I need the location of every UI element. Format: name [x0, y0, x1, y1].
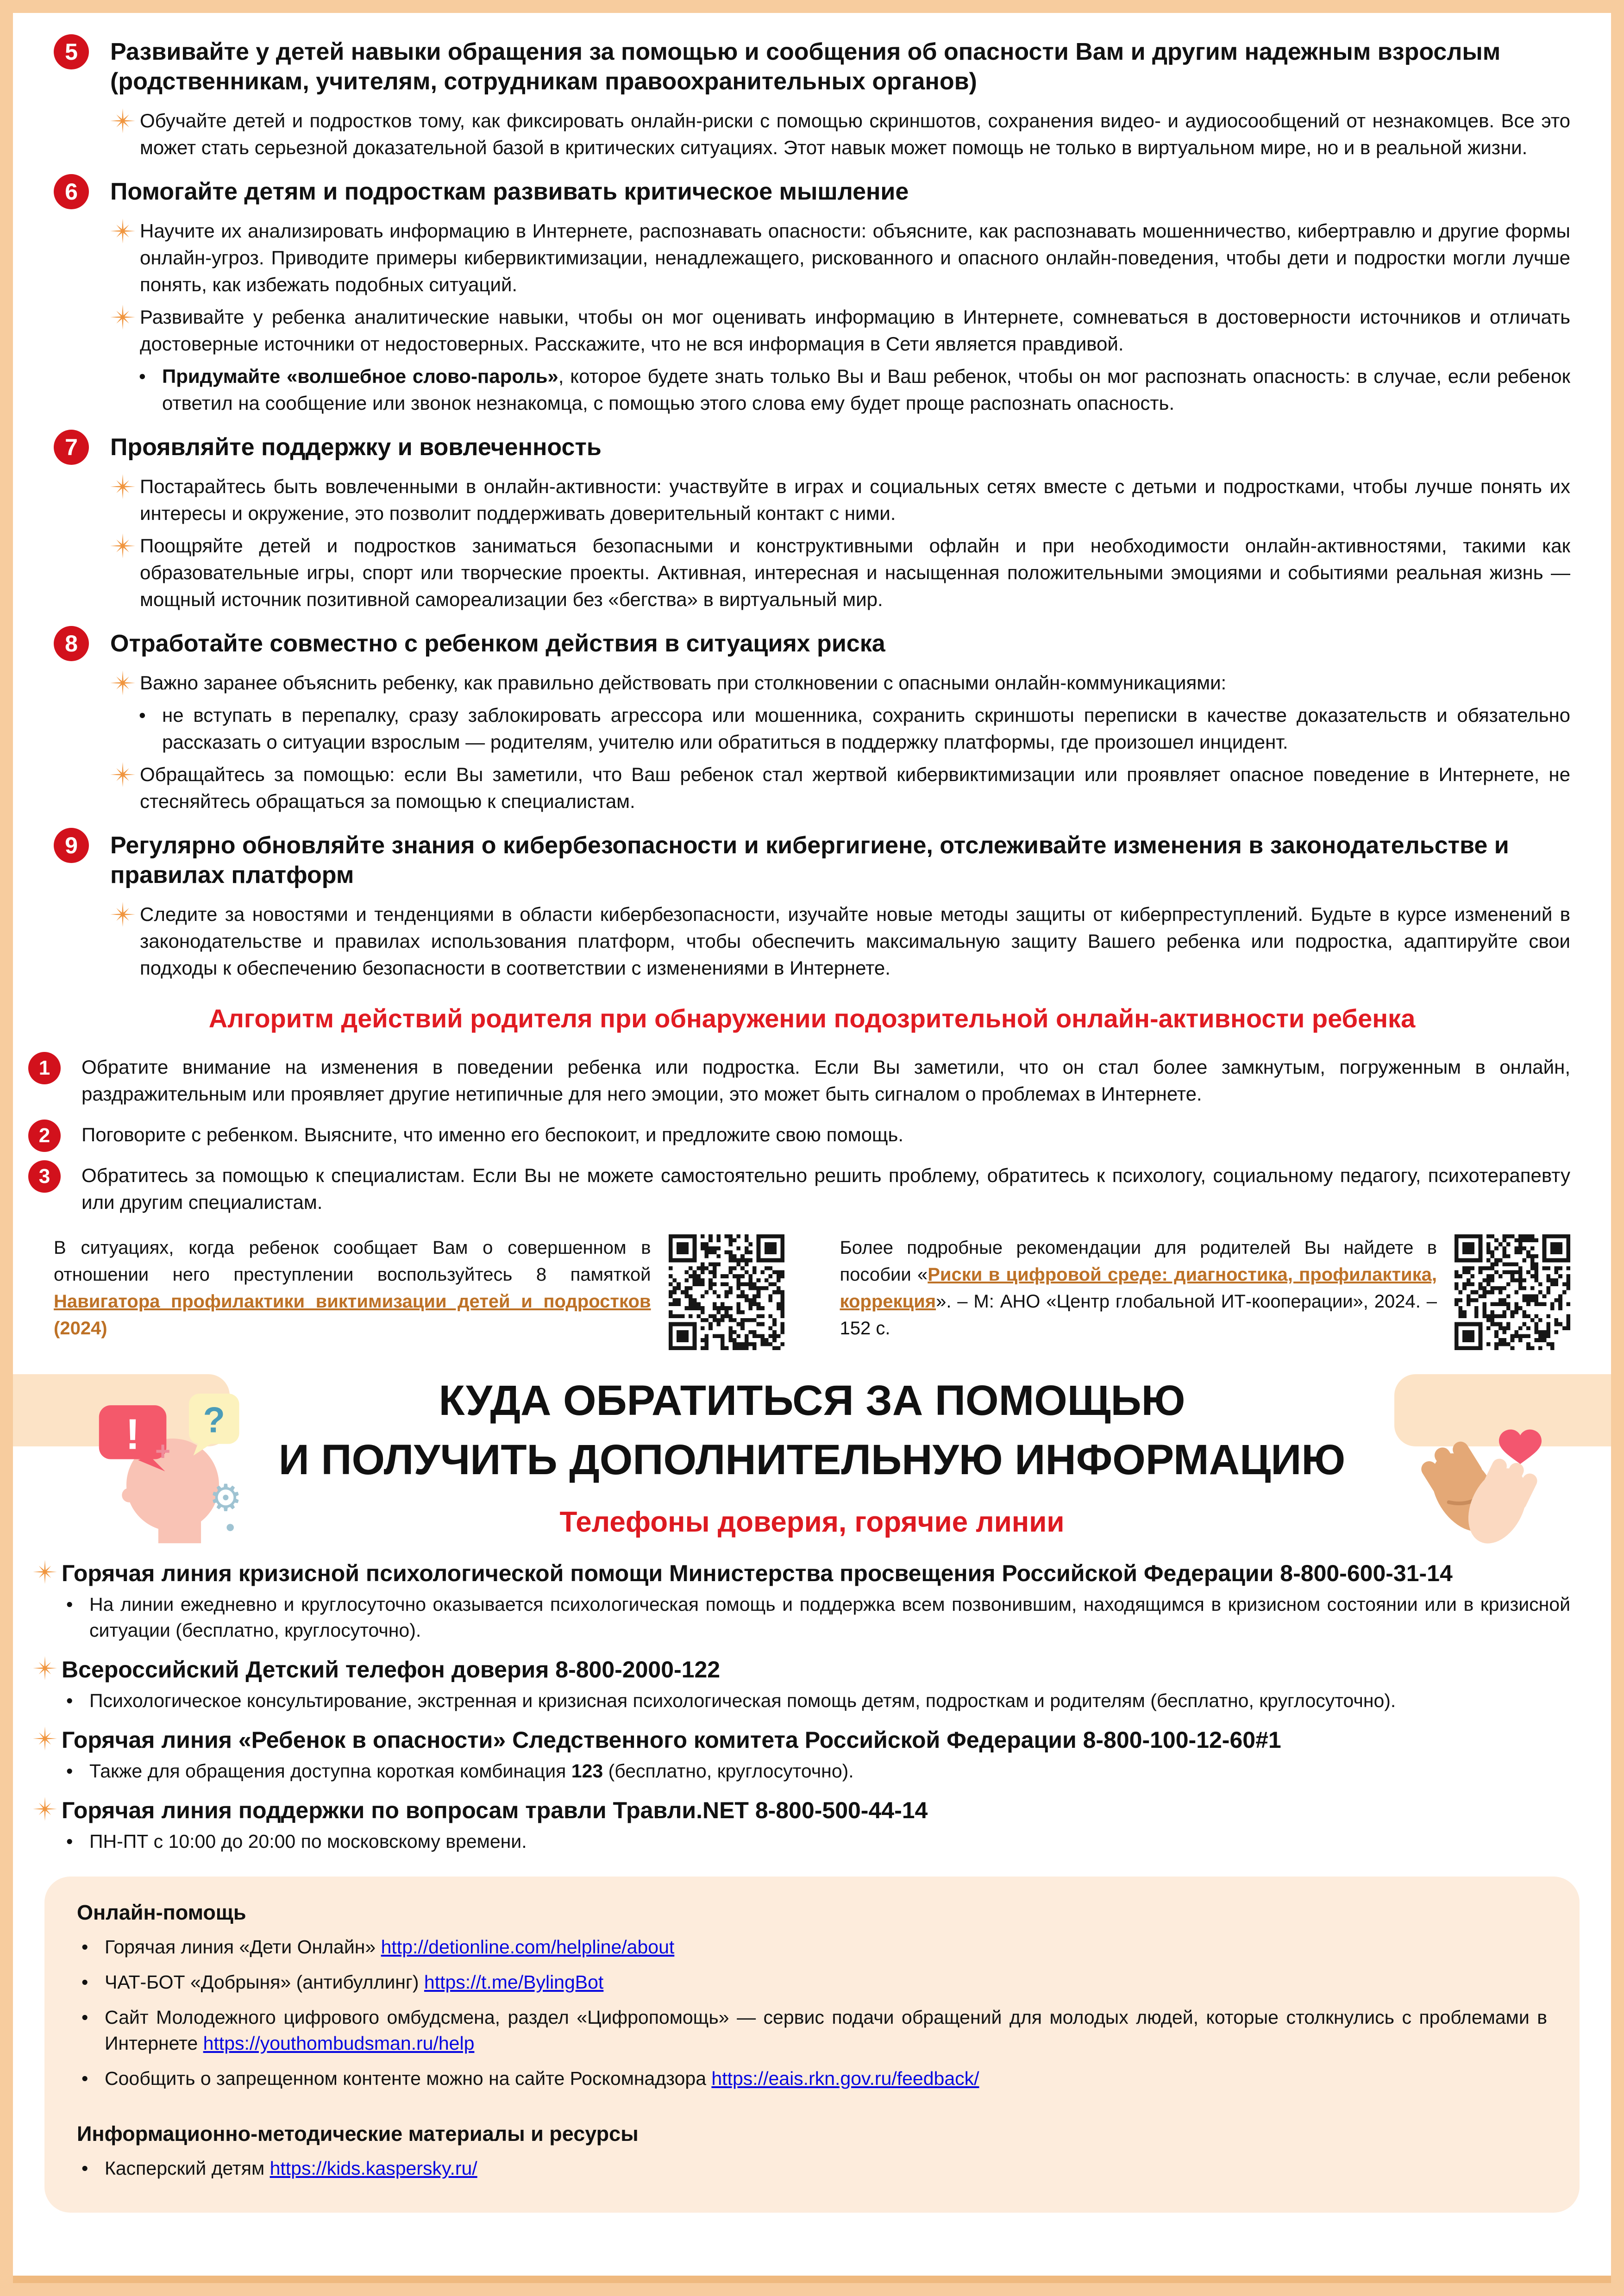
navigator-link[interactable]: Навигатора профилактики виктимизации детей и подростков: [54, 1291, 651, 1312]
bullet-item: [110, 669, 1570, 696]
bullet-text: Обращайтесь за помощью: если Вы заметили, что Ваш ребенок стал жертвой кибервиктимизации или проявляет опасное поведение в Интернете, не стесняйтесь обращаться за помощью к специалистам.: [140, 763, 1570, 812]
step-number: 1: [38, 1057, 50, 1079]
bullet-dot: •: [82, 1971, 88, 1993]
bullet-text: Важно заранее объяснить ребенку, как правильно действовать при столкновении с опасными онлайн-коммуникациями:: [140, 672, 1227, 694]
starburst-icon: [110, 108, 135, 133]
sub-bullet-text: , которое будете знать только Вы и Ваш ребенок, чтобы он мог распознать опасность: в случае, если ребенок ответил на сообщение или звонок незнакомца, с помощью этого слова ему будет проще распознать опасность.: [162, 365, 1571, 414]
starburst-icon: [110, 305, 135, 330]
qr-text-year: (2024): [54, 1318, 107, 1339]
qr-block-manual: [840, 1234, 1571, 1350]
sub-bullet-item: [110, 363, 1570, 417]
starburst-icon: [110, 474, 135, 499]
hotline-title-row: [33, 1726, 1570, 1754]
online-help-text: Сообщить о запрещенном контенте можно на сайте Роскомнадзора: [105, 2068, 712, 2089]
help-title-line1: КУДА ОБРАТИТЬСЯ ЗА ПОМОЩЬЮ: [439, 1377, 1185, 1424]
svg-text:+: +: [155, 1436, 171, 1466]
starburst-icon: [110, 762, 135, 787]
starburst-icon: [110, 533, 135, 558]
help-section-header: [54, 1374, 1570, 1539]
hotlines-list: [33, 1559, 1570, 1854]
section-title: Помогайте детям и подросткам развивать критическое мышление: [110, 178, 909, 205]
bullet-item: [110, 304, 1570, 357]
bullet-item: [110, 532, 1570, 613]
kaspersky-kids-link[interactable]: https://kids.kaspersky.ru/: [270, 2158, 477, 2179]
bullet-dot: •: [66, 1594, 73, 1615]
qr-text-pre: Более подробные рекомендации для родителей Вы найдете в пособии «: [840, 1238, 1437, 1285]
bullet-item: [110, 473, 1570, 527]
section-number: 6: [65, 179, 78, 205]
online-help-text: Горячая линия «Дети Онлайн»: [105, 1936, 381, 1958]
hotline-title-row: [33, 1796, 1570, 1825]
bullet-dot: •: [66, 1831, 73, 1852]
bullet-dot: •: [66, 1760, 73, 1782]
starburst-icon: [110, 902, 135, 927]
bullet-item: [110, 218, 1570, 298]
section-number-badge: [54, 174, 89, 209]
hotline-note-text: ПН-ПТ с 10:00 до 20:00 по московскому времени.: [89, 1831, 527, 1852]
step-number-badge: [28, 1120, 61, 1152]
hotline-title: Горячая линия поддержки по вопросам травли Травли.NET 8-800-500-44-14: [62, 1797, 928, 1823]
bullet-dot: •: [82, 2158, 88, 2179]
svg-text:⚙: ⚙: [209, 1476, 243, 1520]
sub-bullet-text: не вступать в перепалку, сразу заблокировать агрессора или мошенника, сохранить скриншоты переписки в качестве доказательств и обязательно рассказать о ситуации взрослым — родителям, учителю или обратиться в поддержку платформы, где произошел инцидент.: [162, 704, 1570, 753]
resources-text: Касперский детям: [105, 2158, 270, 2179]
bottom-border-strip: [13, 2276, 1611, 2283]
step-text: Обратитесь за помощью к специалистам. Если Вы не можете самостоятельно решить проблему, обратитесь к психологу, социальному педагогу, психотерапевту или другим специалистам.: [82, 1164, 1570, 1213]
bullet-text: Научите их анализировать информацию в Интернете, распознавать опасности: объясните, как распознавать мошенничество, кибертравлю и другие формы онлайн-угроз. Приводите примеры кибервиктимизации, ненадлежащего, рискованного и опасного онлайн-поведения, чтобы дети и подростки могли лучше понять, как избежать подобных ситуаций.: [140, 220, 1570, 295]
bullet-dot: •: [82, 1936, 88, 1958]
bullet-text: Поощряйте детей и подростков заниматься безопасными и конструктивными офлайн и при необходимости онлайн-активностями, такими как образовательные игры, спорт или творческие проекты. Активная, интересная и насыщенная положительными эмоциями и событиями реальная жизнь — мощный источник позитивной самореализации без «бегства» в виртуальный мир.: [140, 535, 1570, 610]
bullet-dot: •: [82, 2007, 88, 2028]
step-number-badge: [28, 1052, 61, 1084]
sub-bullet-item: [110, 702, 1570, 756]
section-title: Развивайте у детей навыки обращения за помощью и сообщения об опасности Вам и другим надежным взрослым (родственникам, учителям, сотрудникам правоохранительных органов): [110, 38, 1501, 95]
hotline-title-row: [33, 1559, 1570, 1588]
section-number: 8: [65, 631, 78, 657]
hotline-note-text: На линии ежедневно и круглосуточно оказывается психологическая помощь и поддержка всем позвонившим, находящимся в кризисном состоянии или в кризисной ситуации (бесплатно, круглосуточно).: [89, 1594, 1570, 1641]
step-text: Обратите внимание на изменения в поведении ребенка или подростка. Если Вы заметили, что он стал более замкнутым, погруженным в онлайн, раздражительным или проявляет другие нетипичные для него эмоции, это может быть сигналом о проблемах в Интернете.: [82, 1056, 1570, 1105]
qr-block-navigator: [54, 1234, 784, 1350]
section-title: Отработайте совместно с ребенком действия в ситуациях риска: [110, 630, 885, 657]
step-text: Поговорите с ребенком. Выясните, что именно его беспокоит, и предложите свою помощь.: [82, 1124, 904, 1145]
bullet-item: [110, 761, 1570, 815]
online-help-text: ЧАТ-БОТ «Добрыня» (антибуллинг): [105, 1971, 424, 1993]
svg-text:!: !: [125, 1410, 140, 1458]
svg-text:?: ?: [203, 1400, 225, 1440]
online-help-panel: [44, 1877, 1580, 2213]
qr-code: [1455, 1234, 1570, 1350]
section-6: [54, 177, 1570, 417]
section-number: 9: [65, 832, 78, 858]
algorithm-step-1: [28, 1054, 1570, 1107]
qr-text-pre: В ситуациях, когда ребенок сообщает Вам о совершенном в отношении него преступлении воспользуйтесь 8 памяткой: [54, 1238, 651, 1285]
hotline-note: [33, 1591, 1570, 1643]
panel-spacer: [77, 2101, 1547, 2122]
qr-text-post: ». – М: АНО «Центр глобальной ИТ-кооперации», 2024. – 152 с.: [840, 1291, 1437, 1339]
section-9: [54, 831, 1570, 982]
online-help-item: [77, 1969, 1547, 1995]
bullet-dot: •: [82, 2068, 88, 2089]
section-title: Проявляйте поддержку и вовлеченность: [110, 434, 602, 461]
hotline-item: [33, 1655, 1570, 1714]
detionline-link[interactable]: http://detionline.com/helpline/about: [381, 1936, 675, 1958]
section-title: Регулярно обновляйте знания о кибербезопасности и кибергигиене, отслеживайте изменения в законодательстве и правилах платформ: [110, 832, 1509, 888]
online-help-text: Сайт Молодежного цифрового омбудсмена, раздел «Цифропомощь» — сервис подачи обращений для молодых людей, которые столкнулись с проблемами в Интернете: [105, 2007, 1547, 2054]
hotline-note: [33, 1828, 1570, 1854]
section-number-badge: [54, 828, 89, 863]
hotline-note: [33, 1688, 1570, 1714]
qr-block-text: [840, 1234, 1437, 1342]
starburst-icon: [33, 1727, 57, 1751]
starburst-icon: [33, 1560, 57, 1584]
step-number-badge: [28, 1160, 61, 1193]
bullet-dot: •: [139, 365, 146, 387]
hotline-title: Всероссийский Детский телефон доверия 8-800-2000-122: [62, 1657, 721, 1683]
section-number-badge: [54, 430, 89, 465]
hotline-note-text: (бесплатно, круглосуточно).: [603, 1760, 854, 1782]
starburst-icon: [110, 219, 135, 244]
hotlines-subtitle: Телефоны доверия, горячие линии: [559, 1506, 1065, 1538]
bullet-text: Следите за новостями и тенденциями в области кибербезопасности, изучайте новые методы защиты от киберпреступлений. Будьте в курсе изменений в законодательстве и правилах использования платформ, чтобы обеспечить максимальную защиту Вашего ребенка или подростка, адаптируйте свои подходы к обеспечению безопасности в соответствии с изменениями в Интернете.: [140, 903, 1570, 979]
hotline-note: [33, 1758, 1570, 1784]
bullet-text: Развивайте у ребенка аналитические навыки, чтобы он мог оценивать информацию в Интернете, сомневаться в достоверности источников и отличать достоверные источники от недостоверных. Расскажите, что не вся информация в Сети является правдивой.: [140, 306, 1570, 355]
section-number-badge: [54, 626, 89, 661]
bullet-dot: •: [66, 1690, 73, 1711]
section-number: 7: [65, 434, 78, 460]
help-title-line2: И ПОЛУЧИТЬ ДОПОЛНИТЕЛЬНУЮ ИНФОРМАЦИЮ: [278, 1436, 1346, 1483]
starburst-icon: [33, 1656, 57, 1680]
hotline-title-row: [33, 1655, 1570, 1684]
section-number: 5: [65, 39, 78, 65]
hotline-title: Горячая линия «Ребенок в опасности» Следственного комитета Российской Федерации 8-800-100-12-60#1: [62, 1727, 1281, 1753]
hotline-item: [33, 1796, 1570, 1854]
section-number-badge: [54, 34, 89, 69]
section-7: [54, 432, 1570, 613]
starburst-icon: [33, 1797, 57, 1821]
hotline-item: [33, 1559, 1570, 1643]
online-help-title: Онлайн-помощь: [77, 1901, 246, 1924]
qr-references-row: [54, 1234, 1570, 1350]
bullet-text: Обучайте детей и подростков тому, как фиксировать онлайн-риски с помощью скриншотов, сохранения видео- и аудиосообщений от незнакомцев. Все это может стать серьезной доказательной базой в критических ситуациях. Этот навык может помощь не только в виртуальном мире, но и в реальной жизни.: [140, 110, 1570, 158]
starburst-icon: [110, 670, 135, 695]
algorithm-step-2: [28, 1121, 1570, 1148]
step-number: 2: [38, 1124, 50, 1147]
bullet-item: [110, 107, 1570, 161]
qr-code: [669, 1234, 784, 1350]
online-help-item: [77, 1934, 1547, 1960]
hotline-item: [33, 1726, 1570, 1784]
bullet-item: [110, 901, 1570, 982]
resources-item: [77, 2155, 1547, 2181]
bullet-text: Постарайтесь быть вовлеченными в онлайн-активности: участвуйте в играх и социальных сетях вместе с детьми и подростками, чтобы лучше понять их интересы и окружение, это позволит поддерживать доверительный контакт с ними.: [140, 475, 1570, 524]
hotline-note-text: Также для обращения доступна короткая комбинация: [89, 1760, 571, 1782]
step-number: 3: [38, 1165, 50, 1188]
section-5: [54, 37, 1570, 161]
hotline-note-text: Психологическое консультирование, экстренная и кризисная психологическая помощь детям, подросткам и родителям (бесплатно, круглосуточно).: [89, 1690, 1396, 1711]
online-help-item: [77, 2004, 1547, 2056]
hotline-note-bold: 123: [571, 1760, 603, 1782]
qr-block-text: [54, 1234, 651, 1342]
roskomnadzor-link[interactable]: https://eais.rkn.gov.ru/feedback/: [711, 2068, 979, 2089]
dobrynya-bot-link[interactable]: https://t.me/BylingBot: [424, 1971, 604, 1993]
algorithm-step-3: [28, 1162, 1570, 1216]
bullet-dot: •: [139, 704, 146, 726]
sub-bullet-lead: Придумайте «волшебное слово-пароль»: [162, 365, 558, 387]
section-8: [54, 629, 1570, 815]
resources-title: Информационно-методические материалы и ресурсы: [77, 2122, 639, 2146]
youthombudsman-link[interactable]: https://youthombudsman.ru/help: [203, 2033, 475, 2054]
online-help-item: [77, 2065, 1547, 2091]
algorithm-title: Алгоритм действий родителя при обнаружении подозрительной онлайн-активности ребенка: [208, 1004, 1416, 1033]
digital-risks-manual-link[interactable]: Риски в цифровой среде: диагностика, профилактика, коррекция: [840, 1264, 1437, 1312]
hotline-title: Горячая линия кризисной психологической помощи Министерства просвещения Российской Федерации 8-800-600-31-14: [62, 1560, 1453, 1586]
